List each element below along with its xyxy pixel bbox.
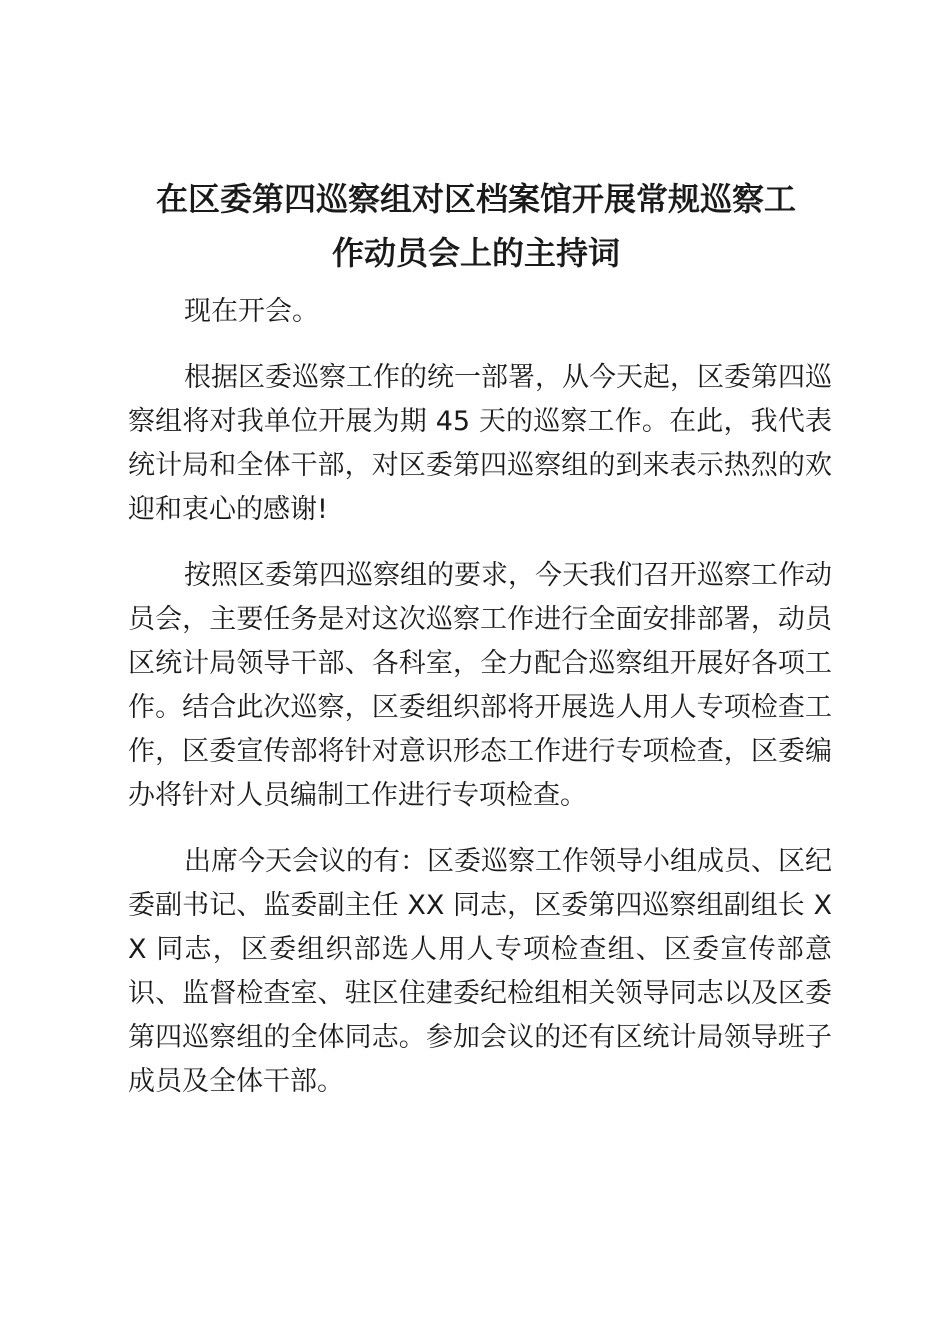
paragraph-welcome: 根据区委巡察工作的统一部署，从今天起，区委第四巡察组将对我单位开展为期 45 天的巡察工作。在此，我代表统计局和全体干部，对区委第四巡察组的到来表示热烈的欢迎和衷心的感谢! (128, 362, 832, 525)
paragraph-attendees: 出席今天会议的有：区委巡察工作领导小组成员、区纪委副书记、监委副主任 XX 同志，区委第四巡察组副组长 XX 同志，区委组织部选人用人专项检查组、区委宣传部意识、监督检查室、驻区住建委纪检组相关领导同志以及区委第四巡察组的全体同志。参加会议的还有区统计局领导班子成员及全体干部。 (128, 846, 832, 1097)
document-body (128, 290, 832, 1126)
title-line-1: 在区委第四巡察组对区档案馆开展常规巡察工 (155, 180, 796, 218)
document-title (120, 172, 832, 280)
paragraph-tasks: 按照区委第四巡察组的要求，今天我们召开巡察工作动员会，主要任务是对这次巡察工作进行全面安排部署，动员区统计局领导干部、各科室，全力配合巡察组开展好各项工作。结合此次巡察，区委组织部将开展选人用人专项检查工作，区委宣传部将针对意识形态工作进行专项检查，区委编办将针对人员编制工作进行专项检查。 (128, 560, 832, 811)
paragraph-opening: 现在开会。 (184, 296, 319, 327)
title-line-2: 作动员会上的主持词 (331, 234, 620, 272)
